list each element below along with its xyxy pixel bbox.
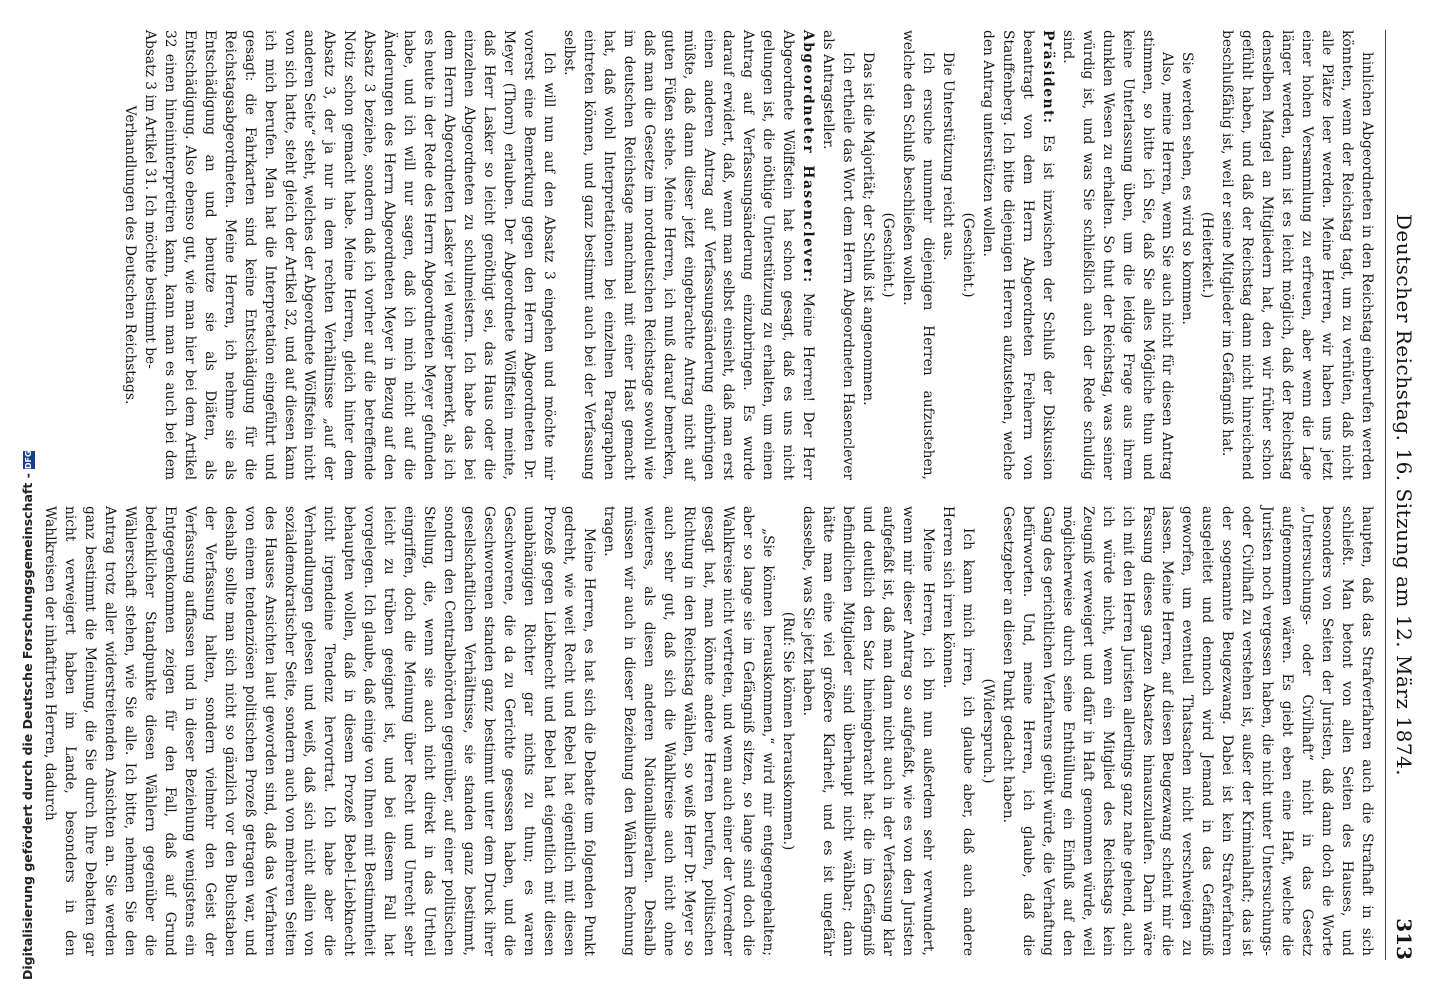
paragraph-text: „Sie können herauskommen,“ wird mir entgegengehalten; aber so lange sie im Gefängniß sitzen, so lange sind doch die Wahlkreise nicht vertreten, und wenn auch einer der Vorredner gesagt hat, man könnte andere Herren berufen, politischen Richtung in den Reichstag wählen, so weiß Herr Dr. Meyer so auch sehr gut, daß sich die Wahlkreise auch nicht ohne weiteres, als diesen anderen Nationalliberalen. Deshalb müssen wir auch in dieser Beziehung den Wählern Rechnung tragen. xyxy=(600,506,777,956)
paragraph xyxy=(897,30,937,480)
dfg-logo-icon: DFG xyxy=(23,450,33,470)
text-column-right xyxy=(39,506,1376,956)
paragraph xyxy=(857,30,877,480)
paragraph xyxy=(1176,30,1196,480)
paragraph-text: hinlichen Abgeordneten in den Reichstag einberufen werden könnten, wenn der Reichstag tagt, um zu verhüten, daß nicht alle Plätze leer werden. Meine Herren, wir haben uns jetzt einer hohen Versammlung zu erfreuen, aber wenn die Lage länger werden, dann ist es leicht möglich, daß der Reichstag denselben Mangel an Mitgliedern hat, den wir früher schon gefühlt haben, und daß der Reichstag dann nicht hinreichend beschlußfähig ist, weil er seine Mitglieder im Gefängniß hat. xyxy=(1219,30,1375,480)
paragraph xyxy=(997,506,1376,956)
paragraph-text: (Geschieht.) xyxy=(959,212,976,298)
stage-direction xyxy=(957,30,977,480)
page-number: 313 xyxy=(1392,918,1416,960)
paragraph-text: Verhandlungen des Deutschen Reichstags. xyxy=(121,105,138,405)
stage-direction xyxy=(777,506,797,956)
paragraph xyxy=(977,30,1057,480)
stage-direction xyxy=(877,30,897,480)
speaker-name: Abgeordneter Hasenclever: xyxy=(800,30,817,284)
stage-direction xyxy=(119,30,139,480)
paragraph-text: Ich will nun auf den Absatz 3 eingehen und möchte mir vorerst eine Bemerkung gegen den Herrn Abgeordneten Dr. Meyer (Thorn) erlauben. Der Abgeordnete Wölffstein meinte, daß Herr Lasker so leicht genöthigt sei, das Haus oder die einzelnen Abgeordneten zu schulmeistern. Ich habe das bei dem Herrn Abgeordneten Lasker viel weniger bemerkt, als ich es heute in der Rede des Herrn Abgeordneten Meyer gefunden habe, und ich will nur sagen, daß ich mich nicht auf die Änderungen des Herrn Abgeordneten Meyer in Bezug auf den Absatz 3 beziehe, sondern daß ich vorher auf die betreffende Notiz schon gemacht habe. Meine Herren, gleich hinter dem Absatz 3, der ja nur in dem rechten Verhältnisse „auf der anderen Seite“ steht, welches der Abgeordnete Wölffstein nicht von sich hatte, steht gleich der Artikel 32, und auf diesen kann ich mich berufen. Man hat die Interpretation eingeführt und gesagt: die Fahrkarten sind keine Entschädigung für die Reichstagsabgeordneten. Meine Herren, ich nehme sie als Entschädigung an und benutze sie als Diäten, als Entschädigung. Also ebenso gut, wie man hier bei dem Artikel 32 einen hineininterpretiren kann, kann man es auch bei dem Absatz 3 im Artikel 31. Ich möchte bestimmt be- xyxy=(141,30,557,480)
paragraph-text: Ich kann mich irren, ich glaube aber, daß auch andere Herren sich irren können. xyxy=(939,506,976,956)
paragraph-text: Ich ertheile das Wort dem Herrn Abgeordneten Hasenclever als Antragsteller. xyxy=(820,30,857,480)
funding-note: Digitalisierung gefördert durch die Deutsche Forschungsgemeinschaft - xyxy=(20,473,35,980)
paragraph-text: Meine Herren, es hat sich die Debatte um folgenden Punkt gedreht, wie weit Recht und Rebel hat eigentlich mit diesen Prozeß gegen Liebknecht und Bebel hat eigentlich mit diesen unabhängigen Richter gar nichts zu thun; es waren Geschworene, die da zu Gerichte gesessen haben, und die Geschworenen standen ganz bestimmt unter dem Druck ihrer gesellschaftlichen Verhältnisse, sie standen ganz bestimmt, sondern den Centralbehörden gegenüber, auf einer politischen Stellung, die, wenn sie auch nicht direkt in das Urtheil eingriffen, doch die Meinung über Recht und Unrecht sehr leicht zu trüben geeignet ist, und bei diesem Fall hat vorgelegen. Ich glaube, daß einige von Ihnen mit Bestimmtheit behaupten wollen, daß in diesem Prozeß Bebel-Liebknecht nicht irgendeine Tendenz hervortrat. Ich habe aber die Verhandlungen gelesen und weiß, daß sich nicht allein von sozialdemokratischer Seite, sondern auch von mehreren Seiten des Hauses Ansichten laut geworden sind, daß das Verfahren von einem tendenziösen politischen Prozeß getragen war, und deshalb sollte man sich nicht so gänzlich vor den Buchstaben der Verfassung halten, sondern vielmehr den Geist der Verfassung auffassen und in dieser Beziehung wenigstens ein Entgegenkommen zeigen für den Fall, daß auf Grund bedenklicher Standpunkte diesen Wählern gegenüber die Wählerschaft stehen, wie Sie alle. Ich bitte, nehmen Sie den Antrag trotz aller widerstreitenden Ansichten an. Sie werden ganz bestimmt die Meinung, die Sie durch Ihre Debatten gar nicht verweigert haben im Lande, besonders in den Wahlkreisen der inhaftirten Herren, dadurch xyxy=(42,506,597,956)
paragraph-text: (Heiterkeit.) xyxy=(1199,211,1216,299)
paragraph xyxy=(1057,30,1177,480)
paragraph-text: haupten, daß das Strafverfahren auch die Strafhaft in sich schließt. Man betont von allen Seiten des Hauses, und besonders von Seiten der Juristen, daß dann doch die Worte „Untersuchungs- oder Civilhaft“ nicht in das Gesetz aufgenommen wären. Es giebt eben eine Haft, welche die Juristen noch vergessen haben, die nicht unter Untersuchungs- oder Civilhaft zu verstehen ist, außer der Kriminalhaft; das ist der sogenannte Beugezwang. Dabei ist kein Strafverfahren ausgeleitet und dennoch wird Jemand in das Gefängniß geworfen, um eventuell Thatsachen nicht verschweigen zu lassen. Meine Herren, auf diesen Beugezwang scheint mir die Fassung dieses ganzen Absatzes hinauszulaufen. Darin wäre ich mit den Herren Juristen allerdings ganz nahe gehend, auch ich würde nicht, wenn ein Mitglied des Reichstags kein Zeugniß verweigert und dafür in Haft genommen würde, weil möglicherweise durch seine Enthüllung ein Einfluß auf den Gang des gerichtlichen Verfahrens geübt würde, die Verhaftung befürworten. Und, meine Herren, ich glaube, daß die Gesetzgeber an diesen Punkt gedacht haben. xyxy=(999,506,1375,956)
paragraph-text: (Geschieht.) xyxy=(880,212,897,298)
paragraph-text: Ich ersuche nunmehr diejenigen Herren aufzustehen, welche den Schluß beschließen wollen. xyxy=(900,30,937,480)
paragraph xyxy=(817,30,857,480)
paragraph xyxy=(139,30,558,480)
paragraph-text: Die Unterstützung reicht aus. xyxy=(939,52,956,261)
speaker-name: Präsident: xyxy=(1039,30,1056,125)
paragraph-text: Es ist inzwischen der Schluß der Diskussion beantragt von dem Herrn Abgeordneten Freiherrn von Stauffenberg. Ich bitte diejenigen Herren aufzustehen, welche den Antrag unterstützen wollen. xyxy=(979,30,1056,480)
page-header xyxy=(1385,30,1422,960)
paragraph-text: (Widerspruch.) xyxy=(979,678,996,784)
paragraph xyxy=(598,506,778,956)
paragraph xyxy=(558,30,817,480)
paragraph-text: (Ruf: Sie können herauskommen.) xyxy=(780,611,797,851)
stage-direction xyxy=(1196,30,1216,480)
paragraph xyxy=(797,506,937,956)
paragraph xyxy=(39,506,598,956)
paragraph-text: Meine Herren, ich bin nun außerdem sehr verwundert, wenn mir dieser Antrag so aufgefaßt, wie es von den Juristen aufgefaßt ist, daß man dann nicht auch in der Verfassung klar und deutlich den Satz hineingebracht hat: die im Gefängniß befindlichen Mitglieder sind überhaupt nicht wählbar; dann hätte man eine viel größere Klarheit, und es ist ungefähr dasselbe, was Sie jetzt haben. xyxy=(800,506,937,956)
paragraph-text: Meine Herren! Der Herr Abgeordnete Wölffstein hat schon gesagt, daß es uns nicht gelungen ist, die nöthige Unterstützung zu erhalten, um einen Antrag auf Verfassungsänderung einzubringen. Es wurde darauf erwidert, daß, wenn man selbst einsieht, daß man erst einen anderen Antrag auf Verfassungsänderung einbringen müßte, daß dann dieser jetzt eingebrachte Antrag nicht auf guten Füßen stehe. Meine Herren, ich muß darauf bemerken, daß man die Gesetze im norddeutschen Reichstage sowohl wie im deutschen Reichstage manchmal mit einer Hast gemacht hat, daß wohl Interpretationen bei einzelnen Paragraphen eintreten können, und ganz bestimmt auch bei der Verfassung selbst. xyxy=(560,30,817,480)
paragraph xyxy=(937,506,977,956)
stage-direction xyxy=(977,506,997,956)
running-title: Deutscher Reichstag. 16. Sitzung am 12. März 1874. xyxy=(1392,213,1416,777)
paragraph-text: Also, meine Herren, wenn Sie auch nicht für diesen Antrag stimmen, so bitte ich Sie, daß Sie alles Mögliche thun und keine Unterlassung üben, um die leidige Frage aus ihrem dunklen Wesen zu erhalten. So thut der Reichstag, was seiner würdig ist, und was Sie schließlich auch der Rede schuldig sind. xyxy=(1059,30,1176,480)
paragraph-text: Sie werden sehen, es wird so kommen. xyxy=(1179,52,1196,325)
text-column-left xyxy=(119,30,1376,480)
paragraph-text: Das ist die Majorität; der Schluß ist angenommen. xyxy=(860,52,877,406)
digitization-note xyxy=(18,0,38,1000)
paragraph xyxy=(937,30,957,480)
paragraph xyxy=(1216,30,1376,480)
